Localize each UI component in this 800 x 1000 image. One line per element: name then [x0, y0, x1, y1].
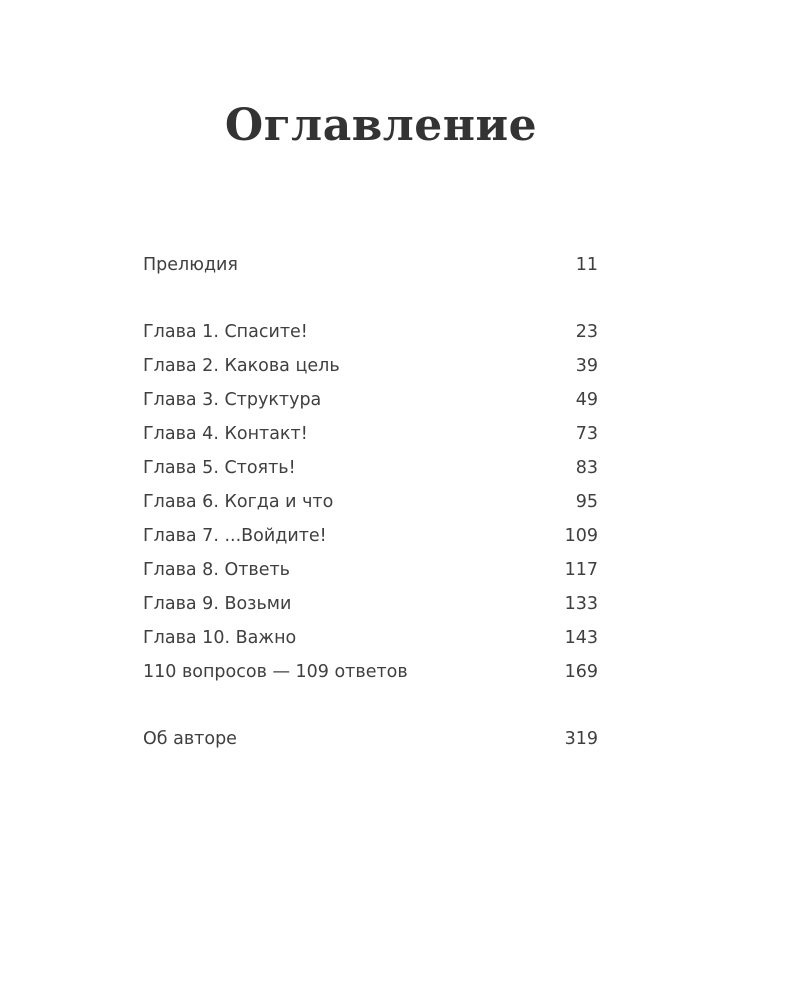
toc-entry-label: Глава 10. Важно — [143, 628, 297, 648]
toc-entry-page: 73 — [575, 424, 598, 444]
toc-entry-page: 49 — [575, 390, 598, 410]
toc-entry[interactable] — [143, 553, 598, 587]
toc-entry-page: 143 — [564, 628, 598, 648]
toc-group-end — [143, 722, 598, 756]
toc-entry[interactable] — [143, 519, 598, 553]
toc-entry-label: Глава 9. Возьми — [143, 594, 292, 614]
toc-entry-label: Об авторе — [143, 729, 237, 749]
toc-group-prelude — [143, 248, 598, 282]
toc-entry-page: 117 — [564, 560, 598, 580]
toc-entry-label: Глава 3. Структура — [143, 390, 322, 410]
toc-entry[interactable] — [143, 451, 598, 485]
toc-entry-label: Глава 6. Когда и что — [143, 492, 334, 512]
toc-entry[interactable] — [143, 587, 598, 621]
toc-entry-label: Глава 8. Ответь — [143, 560, 290, 580]
toc-entry[interactable] — [143, 621, 598, 655]
toc-entry-label: Глава 2. Какова цель — [143, 356, 340, 376]
toc-entry[interactable] — [143, 349, 598, 383]
toc-entry[interactable] — [143, 417, 598, 451]
toc-entry-page: 83 — [575, 458, 598, 478]
toc-entry-label: Прелюдия — [143, 255, 238, 275]
toc-group-chapters — [143, 315, 598, 689]
toc-entry[interactable] — [143, 315, 598, 349]
page-title: Оглавление — [224, 100, 538, 151]
toc-entry-page: 11 — [575, 255, 598, 275]
toc-entry-label: Глава 7. ...Войдите! — [143, 526, 327, 546]
toc-entry-label: 110 вопросов — 109 ответов — [143, 662, 408, 682]
toc-entry[interactable] — [143, 248, 598, 282]
toc-entry-page: 133 — [564, 594, 598, 614]
toc-entry-page: 23 — [575, 322, 598, 342]
toc-entry-label: Глава 4. Контакт! — [143, 424, 308, 444]
toc-entry-page: 319 — [564, 729, 598, 749]
toc-entry[interactable] — [143, 383, 598, 417]
toc-entry-label: Глава 1. Спасите! — [143, 322, 308, 342]
toc-entry-label: Глава 5. Стоять! — [143, 458, 296, 478]
toc-entry-page: 39 — [575, 356, 598, 376]
toc-entry-page: 169 — [564, 662, 598, 682]
toc-entry[interactable] — [143, 722, 598, 756]
toc-entry[interactable] — [143, 485, 598, 519]
toc-entry-page: 109 — [564, 526, 598, 546]
table-of-contents — [143, 248, 598, 756]
toc-entry-page: 95 — [575, 492, 598, 512]
toc-entry[interactable] — [143, 655, 598, 689]
